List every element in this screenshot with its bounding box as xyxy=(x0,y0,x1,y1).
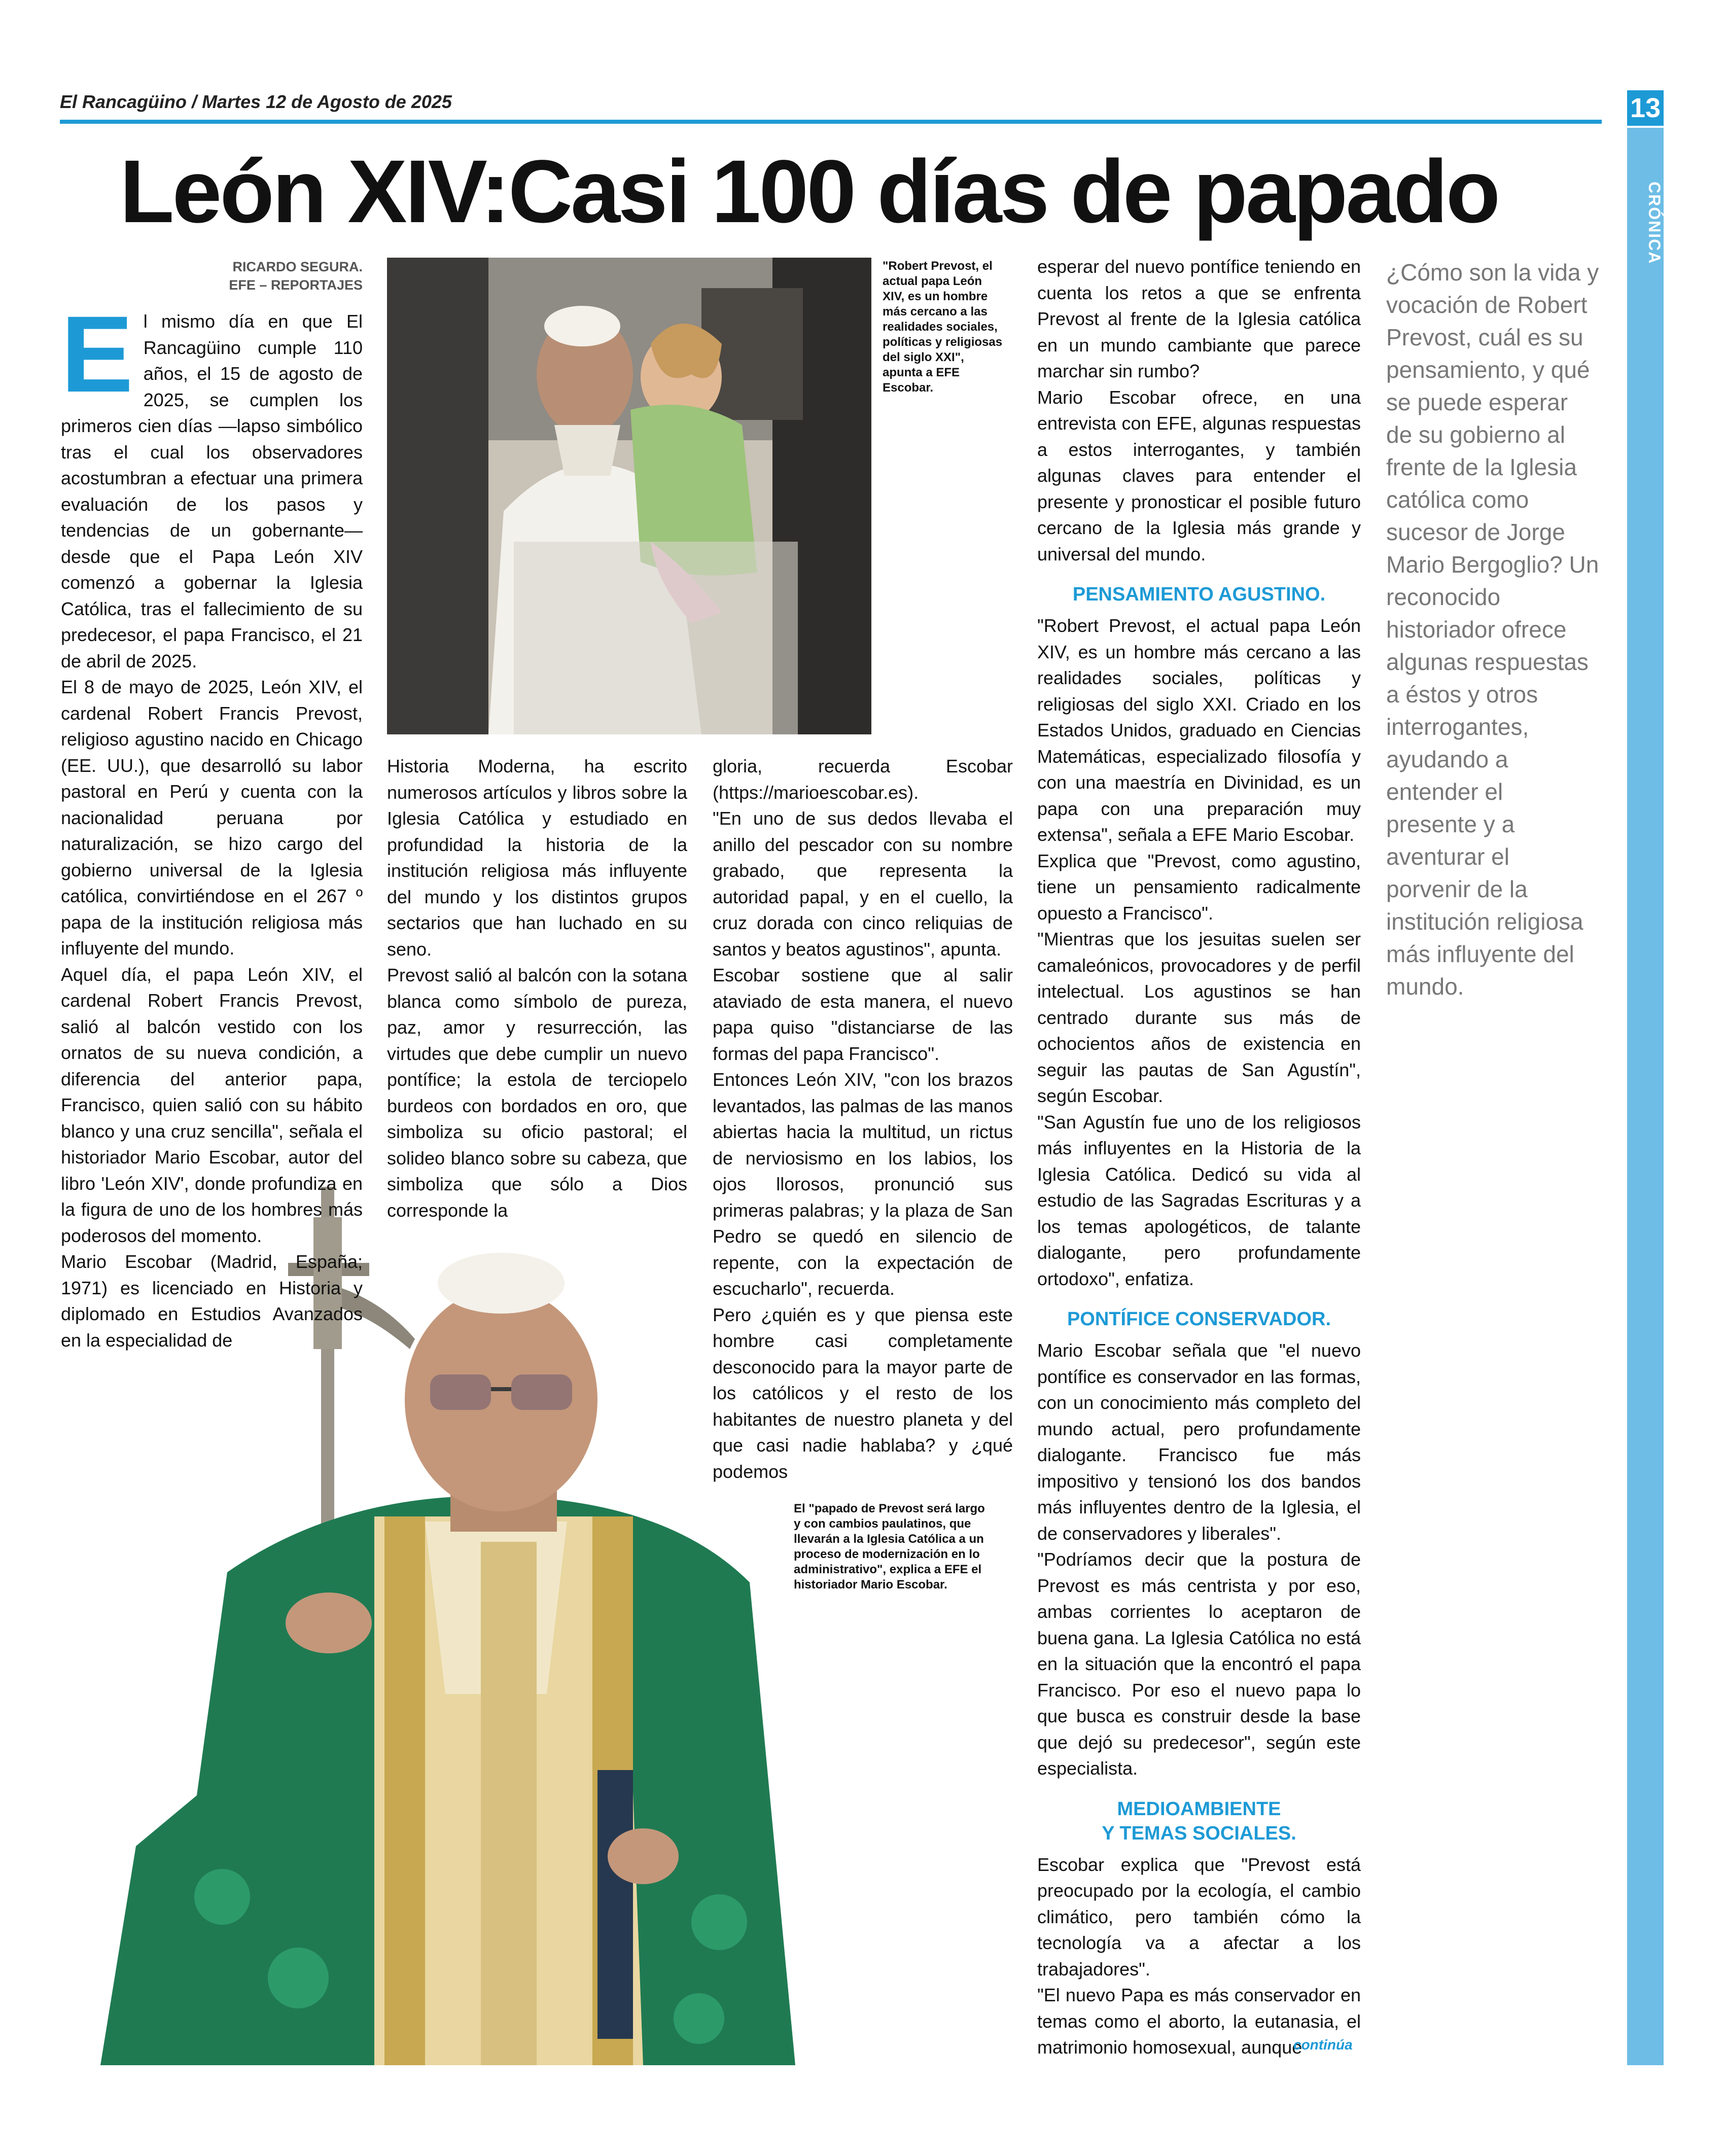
paragraph: El mismo día en que El Rancagüino cumple 110 años, el 15 de agosto de 2025, se cumplen los primeros cien días —lapso simbólico tras el cual los observadores acostumbran a efectuar una primera evaluación de los pasos y tendencias de un gobernante— desde que el Papa León XIV comenzó a gobernar la Iglesia Católica, tras el fallecimiento de su predecesor, el papa Francisco, el 21 de abril de 2025. xyxy=(61,294,363,671)
byline-author: RICARDO SEGURA. xyxy=(232,259,363,274)
byline-agency: EFE – REPORTAJES xyxy=(229,277,363,293)
subhead-medioambiente: MEDIOAMBIENTE Y TEMAS SOCIALES. xyxy=(1102,1798,1296,1844)
paragraph: "Mientras que los jesuitas suelen ser camaleónicos, provocadores y de perfil intelectual. Los agustinos se han centrado durante sus más de ochocientos años de existencia en seguir las pautas de San Agustín", según Escobar. xyxy=(1037,929,1361,1106)
article-column-4 xyxy=(1037,254,1361,2061)
photo-caption-1: "Robert Prevost, el actual papa León XIV, es un hombre más cercano a las realidades sociales, políticas y religiosas del siglo XXI", apunta a EFE Escobar. xyxy=(883,259,1003,395)
photo-pope-with-child xyxy=(387,258,871,734)
paragraph: Escobar explica que "Prevost está preocupado por la ecología, el cambio climático, pero también cómo la tecnología va a afectar a los trabajadores". xyxy=(1037,1854,1361,1980)
byline xyxy=(203,258,363,294)
article-title: León XIV:Casi 100 días de papado xyxy=(120,142,1499,241)
drop-cap: E xyxy=(61,294,133,415)
paragraph: Entonces León XIV, "con los brazos levantados, las palmas de las manos abiertas hacia la multitud, un rictus de nerviosismo en los labios, los ojos llorosos, pronunció sus primeras palabras; y la plaza de San Pedro se quedó en silencio de repente, con la expectación de escucharlo", recuerda. xyxy=(713,1069,1013,1299)
article-column-3 xyxy=(713,753,1013,1485)
paragraph: Prevost salió al balcón con la sotana blanca como símbolo de pureza, paz, amor y resurrección, las virtudes que debe cumplir un nuevo pontífice; la estola de terciopelo burdeos con bordados en oro, que simboliza su oficio pastoral; el solideo blanco sobre su cabeza, que simboliza que sólo a Dios corresponde la xyxy=(387,965,687,1221)
paragraph: "El nuevo Papa es más conservador en temas como el aborto, la eutanasia, el matrimonio homosexual, aunque xyxy=(1037,1985,1361,2058)
article-column-1 xyxy=(61,294,363,1353)
subhead-pontifice-conservador: PONTÍFICE CONSERVADOR. xyxy=(1067,1309,1331,1330)
masthead xyxy=(60,91,452,113)
paragraph: "Podríamos decir que la postura de Prevost es más centrista y por eso, ambas corrientes lo aceptaron de buena gana. La Iglesia Católica no está en la situación que la encontró el papa Francisco. Por eso el nuevo papa lo que busca es construir desde la base que dejó su predecesor", según este especialista. xyxy=(1037,1549,1361,1779)
article-column-2 xyxy=(387,753,687,1223)
section-label: CRÓNICA xyxy=(1645,182,1664,265)
continued-marker: continúa xyxy=(1293,2037,1353,2053)
paragraph: Mario Escobar ofrece, en una entrevista con EFE, algunas respuestas a estos interrogantes, y también algunas claves para entender el presente y pronosticar el posible futuro cercano de la Iglesia más grande y universal del mundo. xyxy=(1037,386,1361,564)
paragraph: Mario Escobar (Madrid, España; 1971) es licenciado en Historia y diplomado en Estudios Avanzados en la especialidad de xyxy=(61,1251,363,1351)
paragraph: Pero ¿quién es y que piensa este hombre casi completamente desconocido para la mayor parte de los católicos y el resto de los habitantes de nuestro planeta y del que casi nadie hablaba? y ¿qué podemos xyxy=(713,1304,1013,1482)
issue-date: Martes 12 de Agosto de 2025 xyxy=(202,91,452,112)
article-standfirst: ¿Cómo son la vida y vocación de Robert Prevost, cuál es su pensamiento, y qué se puede esperar de su gobierno al frente de la Iglesia católica como sucesor de Jorge Mario Bergoglio? Un reconocido historiador ofrece algunas respuestas a éstos y otros interrogantes, ayudando a entender el presente y a aventurar el porvenir de la institución religiosa más influyente del mundo. xyxy=(1386,259,1599,1000)
paragraph: Aquel día, el papa León XIV, el cardenal Robert Francis Prevost, salió al balcón vestido con los ornatos de su nueva condición, a diferencia del anterior papa, Francisco, quien salió con su hábito blanco y una cruz sencilla", señala el historiador Mario Escobar, autor del libro 'León XIV', donde profundiza en la figura de uno de los hombres más poderosos del momento. xyxy=(61,964,363,1246)
section-sidebar xyxy=(1627,128,1664,2065)
paragraph: Historia Moderna, ha escrito numerosos artículos y libros sobre la Iglesia Católica y estudiado en profundidad la historia de la institución religiosa más influyente del mundo y los distintos grupos sectarios que han luchado en su seno. xyxy=(387,756,687,960)
photo-caption-2: El "papado de Prevost será largo y con cambios paulatinos, que llevarán a la Iglesia Católica a un proceso de modernización en lo administrativo", explica a EFE el historiador Mario Escobar. xyxy=(794,1502,985,1592)
header-rule xyxy=(60,120,1602,124)
paragraph: "En uno de sus dedos llevaba el anillo del pescador con su nombre grabado, que representa la autoridad papal, y en el cuello, la cruz dorada con cinco reliquias de santos y beatos agustinos", apunta. xyxy=(713,808,1013,960)
paragraph: Mario Escobar señala que "el nuevo pontífice es conservador en las formas, con un conocimiento más completo del mundo actual, pero profundamente dialogante. Francisco fue más impositivo y tensionó los dos bandos más influyentes dentro de la Iglesia, el de conservadores y liberales". xyxy=(1037,1340,1361,1544)
paragraph: Escobar sostiene que al salir ataviado de esta manera, el nuevo papa quiso "distanciarse de las formas del papa Francisco". xyxy=(713,965,1013,1064)
paragraph: esperar del nuevo pontífice teniendo en cuenta los retos a que se enfrenta Prevost al frente de la Iglesia católica en un mundo cambiante que parece marchar sin rumbo? xyxy=(1037,256,1361,381)
subhead-pensamiento-agustino: PENSAMIENTO AGUSTINO. xyxy=(1072,584,1326,605)
paragraph: El 8 de mayo de 2025, León XIV, el cardenal Robert Francis Prevost, religioso agustino nacido en Chicago (EE. UU.), que desarrolló su labor pastoral en Perú y cuenta con la nacionalidad peruana por naturalización, se hizo cargo del gobierno universal de la Iglesia católica, convirtiéndose en el 267 º papa de la institución religiosa más influyente del mundo. xyxy=(61,677,363,959)
paragraph: Explica que "Prevost, como agustino, tiene un pensamiento radicalmente opuesto a Francisco". xyxy=(1037,850,1361,924)
paragraph: gloria, recuerda Escobar (https://marioescobar.es). xyxy=(713,756,1013,803)
publication-name: El Rancagüino / xyxy=(60,91,197,112)
paragraph: "Robert Prevost, el actual papa León XIV, es un hombre más cercano a las realidades sociales, políticas y religiosas del siglo XXI. Criado en los Estados Unidos, graduado en Ciencias Matemáticas, especializado filosofía y con una maestría en Divinidad, es un papa con una preparación muy extensa", señala a EFE Mario Escobar. xyxy=(1037,615,1361,845)
page-number: 13 xyxy=(1627,90,1664,126)
paragraph: "San Agustín fue uno de los religiosos más influyentes en la Historia de la Iglesia Católica. Dedicó su vida al estudio de las Sagradas Escrituras y a los temas apologéticos, de talante dialogante, pero profundamente ortodoxo", enfatiza. xyxy=(1037,1111,1361,1289)
